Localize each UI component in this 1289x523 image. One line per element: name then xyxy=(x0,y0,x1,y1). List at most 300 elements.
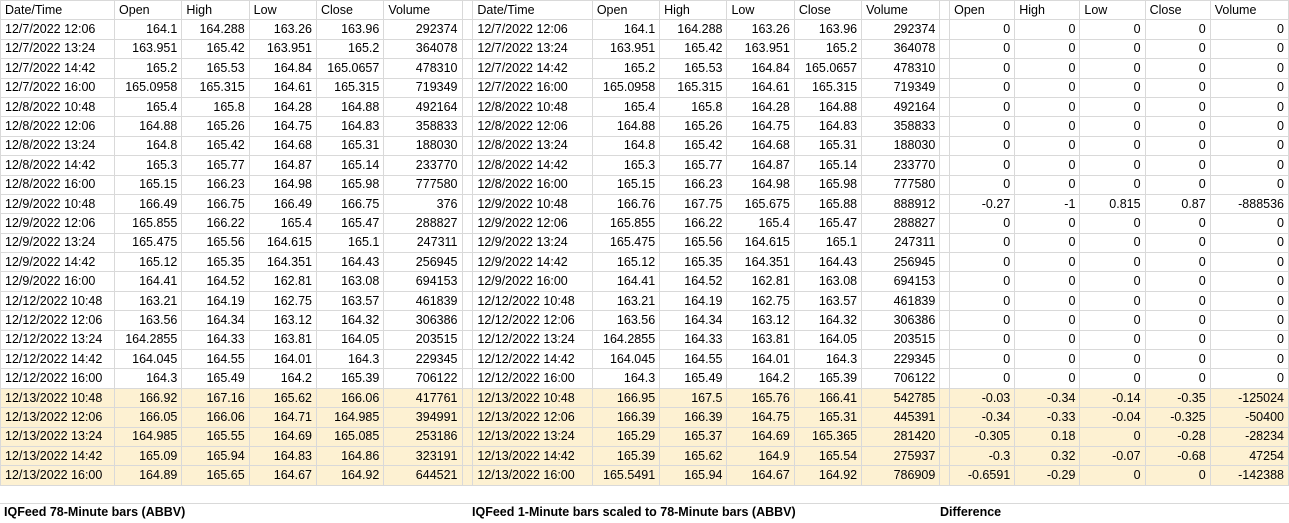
cell-left-volume[interactable]: 323191 xyxy=(384,446,462,465)
cell-diff-low[interactable]: 0 xyxy=(1080,311,1145,330)
cell-middle-low[interactable]: 163.81 xyxy=(727,330,794,349)
cell-middle-high[interactable]: 165.8 xyxy=(660,97,727,116)
cell-left-datetime[interactable]: 12/13/2022 14:42 xyxy=(1,446,115,465)
cell-diff-high[interactable]: 0 xyxy=(1015,272,1080,291)
cell-middle-high[interactable]: 164.52 xyxy=(660,272,727,291)
cell-diff-high[interactable]: 0 xyxy=(1015,117,1080,136)
cell-middle-low[interactable]: 163.951 xyxy=(727,39,794,58)
cell-diff-close[interactable]: 0 xyxy=(1145,253,1210,272)
cell-middle-datetime[interactable]: 12/12/2022 13:24 xyxy=(473,330,592,349)
cell-diff-volume[interactable]: 0 xyxy=(1210,78,1288,97)
cell-middle-low[interactable]: 164.75 xyxy=(727,408,794,427)
cell-left-high[interactable]: 165.65 xyxy=(182,466,249,485)
cell-left-close[interactable]: 164.88 xyxy=(317,97,384,116)
header-middle-close[interactable]: Close xyxy=(794,1,861,20)
header-middle-high[interactable]: High xyxy=(660,1,727,20)
cell-diff-low[interactable]: 0 xyxy=(1080,136,1145,155)
cell-middle-high[interactable]: 165.35 xyxy=(660,253,727,272)
cell-middle-low[interactable]: 164.68 xyxy=(727,136,794,155)
cell-middle-low[interactable]: 164.2 xyxy=(727,369,794,388)
cell-middle-close[interactable]: 164.05 xyxy=(794,330,861,349)
cell-diff-low[interactable]: 0 xyxy=(1080,466,1145,485)
cell-diff-open[interactable]: 0 xyxy=(950,214,1015,233)
cell-middle-open[interactable]: 164.8 xyxy=(592,136,659,155)
cell-diff-volume[interactable]: -28234 xyxy=(1210,427,1288,446)
header-middle-datetime[interactable]: Date/Time xyxy=(473,1,592,20)
header-middle-low[interactable]: Low xyxy=(727,1,794,20)
cell-left-volume[interactable]: 203515 xyxy=(384,330,462,349)
cell-diff-close[interactable]: 0 xyxy=(1145,233,1210,252)
cell-diff-open[interactable]: 0 xyxy=(950,350,1015,369)
cell-left-open[interactable]: 163.56 xyxy=(115,311,182,330)
cell-diff-open[interactable]: 0 xyxy=(950,175,1015,194)
header-left-high[interactable]: High xyxy=(182,1,249,20)
cell-diff-volume[interactable]: -125024 xyxy=(1210,388,1288,407)
cell-middle-high[interactable]: 165.42 xyxy=(660,39,727,58)
cell-left-close[interactable]: 164.43 xyxy=(317,253,384,272)
cell-diff-open[interactable]: 0 xyxy=(950,97,1015,116)
cell-left-low[interactable]: 164.87 xyxy=(249,156,316,175)
cell-left-datetime[interactable]: 12/12/2022 16:00 xyxy=(1,369,115,388)
cell-left-close[interactable]: 165.2 xyxy=(317,39,384,58)
cell-left-low[interactable]: 162.75 xyxy=(249,291,316,310)
cell-diff-volume[interactable]: 0 xyxy=(1210,291,1288,310)
cell-left-volume[interactable]: 478310 xyxy=(384,59,462,78)
cell-left-close[interactable]: 165.0657 xyxy=(317,59,384,78)
cell-diff-close[interactable]: -0.325 xyxy=(1145,408,1210,427)
cell-diff-volume[interactable]: 0 xyxy=(1210,175,1288,194)
cell-middle-datetime[interactable]: 12/12/2022 16:00 xyxy=(473,369,592,388)
cell-left-open[interactable]: 165.475 xyxy=(115,233,182,252)
cell-left-open[interactable]: 165.4 xyxy=(115,97,182,116)
cell-middle-volume[interactable]: 445391 xyxy=(862,408,940,427)
cell-middle-low[interactable]: 164.01 xyxy=(727,350,794,369)
cell-middle-datetime[interactable]: 12/12/2022 10:48 xyxy=(473,291,592,310)
cell-middle-close[interactable]: 165.88 xyxy=(794,194,861,213)
cell-left-high[interactable]: 165.35 xyxy=(182,253,249,272)
cell-left-datetime[interactable]: 12/13/2022 13:24 xyxy=(1,427,115,446)
cell-left-volume[interactable]: 461839 xyxy=(384,291,462,310)
cell-middle-open[interactable]: 163.56 xyxy=(592,311,659,330)
cell-diff-low[interactable]: 0 xyxy=(1080,97,1145,116)
cell-left-volume[interactable]: 644521 xyxy=(384,466,462,485)
cell-diff-low[interactable]: 0.815 xyxy=(1080,194,1145,213)
cell-diff-close[interactable]: 0 xyxy=(1145,39,1210,58)
cell-middle-open[interactable]: 165.3 xyxy=(592,156,659,175)
cell-left-volume[interactable]: 719349 xyxy=(384,78,462,97)
cell-diff-open[interactable]: 0 xyxy=(950,253,1015,272)
cell-middle-open[interactable]: 164.1 xyxy=(592,20,659,39)
cell-left-volume[interactable]: 292374 xyxy=(384,20,462,39)
cell-left-close[interactable]: 164.83 xyxy=(317,117,384,136)
cell-left-datetime[interactable]: 12/12/2022 13:24 xyxy=(1,330,115,349)
header-diff-close[interactable]: Close xyxy=(1145,1,1210,20)
cell-middle-volume[interactable]: 306386 xyxy=(862,311,940,330)
cell-diff-open[interactable]: 0 xyxy=(950,117,1015,136)
cell-diff-close[interactable]: 0 xyxy=(1145,175,1210,194)
cell-left-open[interactable]: 164.985 xyxy=(115,427,182,446)
cell-left-datetime[interactable]: 12/8/2022 10:48 xyxy=(1,97,115,116)
cell-diff-open[interactable]: -0.6591 xyxy=(950,466,1015,485)
cell-middle-low[interactable]: 164.351 xyxy=(727,253,794,272)
cell-left-low[interactable]: 163.12 xyxy=(249,311,316,330)
cell-diff-close[interactable]: 0 xyxy=(1145,272,1210,291)
cell-middle-high[interactable]: 164.19 xyxy=(660,291,727,310)
cell-left-datetime[interactable]: 12/9/2022 16:00 xyxy=(1,272,115,291)
cell-left-volume[interactable]: 306386 xyxy=(384,311,462,330)
cell-diff-open[interactable]: -0.305 xyxy=(950,427,1015,446)
header-diff-open[interactable]: Open xyxy=(950,1,1015,20)
cell-left-volume[interactable]: 777580 xyxy=(384,175,462,194)
cell-left-datetime[interactable]: 12/9/2022 10:48 xyxy=(1,194,115,213)
cell-middle-low[interactable]: 162.75 xyxy=(727,291,794,310)
cell-diff-open[interactable]: 0 xyxy=(950,369,1015,388)
cell-left-open[interactable]: 164.3 xyxy=(115,369,182,388)
cell-left-open[interactable]: 165.3 xyxy=(115,156,182,175)
cell-left-close[interactable]: 165.31 xyxy=(317,136,384,155)
cell-left-low[interactable]: 164.69 xyxy=(249,427,316,446)
cell-middle-datetime[interactable]: 12/7/2022 16:00 xyxy=(473,78,592,97)
cell-left-high[interactable]: 164.34 xyxy=(182,311,249,330)
cell-left-low[interactable]: 164.615 xyxy=(249,233,316,252)
cell-left-datetime[interactable]: 12/7/2022 13:24 xyxy=(1,39,115,58)
cell-left-low[interactable]: 165.62 xyxy=(249,388,316,407)
cell-left-high[interactable]: 165.315 xyxy=(182,78,249,97)
cell-middle-low[interactable]: 165.76 xyxy=(727,388,794,407)
header-left-volume[interactable]: Volume xyxy=(384,1,462,20)
cell-middle-high[interactable]: 166.23 xyxy=(660,175,727,194)
cell-left-volume[interactable]: 358833 xyxy=(384,117,462,136)
cell-diff-high[interactable]: 0 xyxy=(1015,311,1080,330)
cell-diff-volume[interactable]: 47254 xyxy=(1210,446,1288,465)
cell-middle-open[interactable]: 165.39 xyxy=(592,446,659,465)
cell-left-volume[interactable]: 376 xyxy=(384,194,462,213)
cell-diff-high[interactable]: 0 xyxy=(1015,20,1080,39)
cell-diff-low[interactable]: 0 xyxy=(1080,233,1145,252)
cell-middle-close[interactable]: 164.3 xyxy=(794,350,861,369)
cell-left-high[interactable]: 164.55 xyxy=(182,350,249,369)
cell-left-close[interactable]: 165.98 xyxy=(317,175,384,194)
cell-diff-open[interactable]: 0 xyxy=(950,39,1015,58)
cell-diff-low[interactable]: 0 xyxy=(1080,39,1145,58)
cell-diff-high[interactable]: 0.32 xyxy=(1015,446,1080,465)
cell-left-high[interactable]: 165.42 xyxy=(182,39,249,58)
cell-diff-volume[interactable]: 0 xyxy=(1210,233,1288,252)
cell-left-close[interactable]: 163.08 xyxy=(317,272,384,291)
cell-diff-volume[interactable]: 0 xyxy=(1210,369,1288,388)
cell-middle-open[interactable]: 165.475 xyxy=(592,233,659,252)
cell-middle-volume[interactable]: 288827 xyxy=(862,214,940,233)
cell-diff-low[interactable]: 0 xyxy=(1080,272,1145,291)
cell-middle-open[interactable]: 164.3 xyxy=(592,369,659,388)
cell-left-close[interactable]: 165.1 xyxy=(317,233,384,252)
cell-left-close[interactable]: 164.05 xyxy=(317,330,384,349)
cell-left-open[interactable]: 163.21 xyxy=(115,291,182,310)
cell-diff-close[interactable]: 0 xyxy=(1145,59,1210,78)
cell-middle-open[interactable]: 165.29 xyxy=(592,427,659,446)
cell-middle-open[interactable]: 166.39 xyxy=(592,408,659,427)
cell-diff-high[interactable]: -1 xyxy=(1015,194,1080,213)
cell-middle-datetime[interactable]: 12/8/2022 13:24 xyxy=(473,136,592,155)
cell-diff-low[interactable]: 0 xyxy=(1080,291,1145,310)
cell-diff-low[interactable]: 0 xyxy=(1080,427,1145,446)
cell-diff-open[interactable]: -0.03 xyxy=(950,388,1015,407)
cell-diff-high[interactable]: 0 xyxy=(1015,136,1080,155)
cell-middle-low[interactable]: 162.81 xyxy=(727,272,794,291)
cell-left-datetime[interactable]: 12/13/2022 16:00 xyxy=(1,466,115,485)
cell-diff-high[interactable]: 0 xyxy=(1015,369,1080,388)
cell-diff-high[interactable]: 0 xyxy=(1015,253,1080,272)
cell-middle-high[interactable]: 165.49 xyxy=(660,369,727,388)
cell-left-close[interactable]: 164.985 xyxy=(317,408,384,427)
cell-diff-close[interactable]: 0 xyxy=(1145,466,1210,485)
cell-left-close[interactable]: 165.39 xyxy=(317,369,384,388)
cell-middle-volume[interactable]: 706122 xyxy=(862,369,940,388)
cell-diff-low[interactable]: 0 xyxy=(1080,117,1145,136)
cell-middle-datetime[interactable]: 12/9/2022 16:00 xyxy=(473,272,592,291)
cell-left-low[interactable]: 164.75 xyxy=(249,117,316,136)
cell-diff-high[interactable]: 0 xyxy=(1015,97,1080,116)
cell-middle-low[interactable]: 164.98 xyxy=(727,175,794,194)
cell-middle-volume[interactable]: 233770 xyxy=(862,156,940,175)
cell-left-open[interactable]: 163.951 xyxy=(115,39,182,58)
cell-diff-open[interactable]: 0 xyxy=(950,20,1015,39)
cell-diff-low[interactable]: 0 xyxy=(1080,78,1145,97)
cell-diff-close[interactable]: 0 xyxy=(1145,214,1210,233)
cell-diff-volume[interactable]: 0 xyxy=(1210,350,1288,369)
cell-middle-open[interactable]: 165.4 xyxy=(592,97,659,116)
cell-left-datetime[interactable]: 12/13/2022 12:06 xyxy=(1,408,115,427)
cell-diff-low[interactable]: -0.07 xyxy=(1080,446,1145,465)
cell-left-low[interactable]: 163.81 xyxy=(249,330,316,349)
header-left-close[interactable]: Close xyxy=(317,1,384,20)
cell-middle-volume[interactable]: 256945 xyxy=(862,253,940,272)
cell-diff-volume[interactable]: -142388 xyxy=(1210,466,1288,485)
cell-left-low[interactable]: 166.49 xyxy=(249,194,316,213)
cell-left-volume[interactable]: 394991 xyxy=(384,408,462,427)
cell-middle-datetime[interactable]: 12/9/2022 13:24 xyxy=(473,233,592,252)
cell-middle-volume[interactable]: 888912 xyxy=(862,194,940,213)
cell-middle-datetime[interactable]: 12/9/2022 10:48 xyxy=(473,194,592,213)
cell-left-open[interactable]: 165.15 xyxy=(115,175,182,194)
cell-middle-volume[interactable]: 188030 xyxy=(862,136,940,155)
cell-middle-open[interactable]: 164.2855 xyxy=(592,330,659,349)
cell-left-high[interactable]: 166.75 xyxy=(182,194,249,213)
cell-diff-high[interactable]: 0 xyxy=(1015,291,1080,310)
cell-middle-open[interactable]: 165.0958 xyxy=(592,78,659,97)
cell-diff-low[interactable]: 0 xyxy=(1080,175,1145,194)
cell-middle-high[interactable]: 164.34 xyxy=(660,311,727,330)
cell-middle-high[interactable]: 166.39 xyxy=(660,408,727,427)
cell-middle-close[interactable]: 165.365 xyxy=(794,427,861,446)
cell-middle-open[interactable]: 164.88 xyxy=(592,117,659,136)
cell-middle-datetime[interactable]: 12/7/2022 12:06 xyxy=(473,20,592,39)
cell-left-low[interactable]: 164.61 xyxy=(249,78,316,97)
cell-left-close[interactable]: 164.86 xyxy=(317,446,384,465)
cell-diff-open[interactable]: -0.3 xyxy=(950,446,1015,465)
cell-diff-high[interactable]: 0 xyxy=(1015,350,1080,369)
cell-left-open[interactable]: 164.1 xyxy=(115,20,182,39)
cell-middle-close[interactable]: 163.08 xyxy=(794,272,861,291)
cell-middle-volume[interactable]: 786909 xyxy=(862,466,940,485)
cell-left-close[interactable]: 164.3 xyxy=(317,350,384,369)
cell-diff-low[interactable]: 0 xyxy=(1080,330,1145,349)
cell-diff-high[interactable]: 0 xyxy=(1015,78,1080,97)
cell-middle-high[interactable]: 166.22 xyxy=(660,214,727,233)
cell-diff-high[interactable]: 0 xyxy=(1015,175,1080,194)
cell-left-volume[interactable]: 694153 xyxy=(384,272,462,291)
cell-diff-volume[interactable]: 0 xyxy=(1210,253,1288,272)
cell-diff-volume[interactable]: 0 xyxy=(1210,39,1288,58)
cell-middle-close[interactable]: 165.2 xyxy=(794,39,861,58)
cell-middle-volume[interactable]: 292374 xyxy=(862,20,940,39)
cell-left-volume[interactable]: 256945 xyxy=(384,253,462,272)
cell-diff-low[interactable]: 0 xyxy=(1080,253,1145,272)
cell-left-volume[interactable]: 253186 xyxy=(384,427,462,446)
cell-diff-low[interactable]: -0.04 xyxy=(1080,408,1145,427)
cell-left-datetime[interactable]: 12/7/2022 14:42 xyxy=(1,59,115,78)
cell-left-open[interactable]: 164.045 xyxy=(115,350,182,369)
cell-left-datetime[interactable]: 12/8/2022 13:24 xyxy=(1,136,115,155)
cell-middle-high[interactable]: 167.75 xyxy=(660,194,727,213)
cell-diff-open[interactable]: 0 xyxy=(950,291,1015,310)
cell-left-high[interactable]: 165.56 xyxy=(182,233,249,252)
cell-middle-volume[interactable]: 281420 xyxy=(862,427,940,446)
cell-middle-close[interactable]: 164.88 xyxy=(794,97,861,116)
cell-middle-open[interactable]: 165.12 xyxy=(592,253,659,272)
cell-left-low[interactable]: 163.951 xyxy=(249,39,316,58)
cell-middle-open[interactable]: 163.21 xyxy=(592,291,659,310)
cell-diff-high[interactable]: 0 xyxy=(1015,59,1080,78)
cell-middle-low[interactable]: 165.4 xyxy=(727,214,794,233)
cell-middle-low[interactable]: 164.9 xyxy=(727,446,794,465)
cell-diff-high[interactable]: -0.34 xyxy=(1015,388,1080,407)
cell-middle-open[interactable]: 166.76 xyxy=(592,194,659,213)
cell-middle-open[interactable]: 164.045 xyxy=(592,350,659,369)
cell-left-high[interactable]: 165.55 xyxy=(182,427,249,446)
cell-left-low[interactable]: 164.98 xyxy=(249,175,316,194)
cell-diff-close[interactable]: 0.87 xyxy=(1145,194,1210,213)
cell-middle-volume[interactable]: 229345 xyxy=(862,350,940,369)
cell-middle-datetime[interactable]: 12/8/2022 16:00 xyxy=(473,175,592,194)
cell-left-datetime[interactable]: 12/8/2022 16:00 xyxy=(1,175,115,194)
cell-middle-open[interactable]: 164.41 xyxy=(592,272,659,291)
cell-middle-high[interactable]: 167.5 xyxy=(660,388,727,407)
cell-left-open[interactable]: 164.89 xyxy=(115,466,182,485)
cell-left-volume[interactable]: 288827 xyxy=(384,214,462,233)
cell-diff-high[interactable]: 0 xyxy=(1015,330,1080,349)
cell-middle-open[interactable]: 165.15 xyxy=(592,175,659,194)
cell-middle-volume[interactable]: 358833 xyxy=(862,117,940,136)
cell-middle-close[interactable]: 165.39 xyxy=(794,369,861,388)
cell-middle-close[interactable]: 164.43 xyxy=(794,253,861,272)
cell-left-datetime[interactable]: 12/9/2022 13:24 xyxy=(1,233,115,252)
cell-diff-volume[interactable]: 0 xyxy=(1210,272,1288,291)
cell-left-high[interactable]: 166.23 xyxy=(182,175,249,194)
cell-left-datetime[interactable]: 12/9/2022 12:06 xyxy=(1,214,115,233)
cell-middle-volume[interactable]: 478310 xyxy=(862,59,940,78)
cell-middle-high[interactable]: 165.77 xyxy=(660,156,727,175)
cell-left-datetime[interactable]: 12/8/2022 12:06 xyxy=(1,117,115,136)
cell-middle-low[interactable]: 164.84 xyxy=(727,59,794,78)
cell-diff-open[interactable]: -0.34 xyxy=(950,408,1015,427)
cell-middle-close[interactable]: 164.92 xyxy=(794,466,861,485)
cell-middle-high[interactable]: 165.26 xyxy=(660,117,727,136)
cell-left-open[interactable]: 164.88 xyxy=(115,117,182,136)
cell-diff-open[interactable]: 0 xyxy=(950,272,1015,291)
header-middle-open[interactable]: Open xyxy=(592,1,659,20)
cell-diff-open[interactable]: -0.27 xyxy=(950,194,1015,213)
cell-middle-close[interactable]: 165.54 xyxy=(794,446,861,465)
cell-left-low[interactable]: 164.84 xyxy=(249,59,316,78)
cell-middle-close[interactable]: 165.47 xyxy=(794,214,861,233)
cell-left-high[interactable]: 164.52 xyxy=(182,272,249,291)
cell-diff-close[interactable]: 0 xyxy=(1145,97,1210,116)
cell-diff-open[interactable]: 0 xyxy=(950,233,1015,252)
cell-left-datetime[interactable]: 12/7/2022 12:06 xyxy=(1,20,115,39)
cell-middle-close[interactable]: 164.32 xyxy=(794,311,861,330)
cell-diff-volume[interactable]: 0 xyxy=(1210,20,1288,39)
cell-middle-volume[interactable]: 542785 xyxy=(862,388,940,407)
cell-left-close[interactable]: 164.92 xyxy=(317,466,384,485)
cell-diff-open[interactable]: 0 xyxy=(950,311,1015,330)
cell-diff-close[interactable]: 0 xyxy=(1145,369,1210,388)
cell-left-volume[interactable]: 188030 xyxy=(384,136,462,155)
cell-middle-datetime[interactable]: 12/9/2022 14:42 xyxy=(473,253,592,272)
header-left-low[interactable]: Low xyxy=(249,1,316,20)
cell-diff-close[interactable]: -0.68 xyxy=(1145,446,1210,465)
cell-left-datetime[interactable]: 12/12/2022 10:48 xyxy=(1,291,115,310)
cell-middle-volume[interactable]: 694153 xyxy=(862,272,940,291)
cell-middle-high[interactable]: 165.42 xyxy=(660,136,727,155)
cell-left-high[interactable]: 165.26 xyxy=(182,117,249,136)
cell-left-datetime[interactable]: 12/8/2022 14:42 xyxy=(1,156,115,175)
cell-left-high[interactable]: 165.94 xyxy=(182,446,249,465)
cell-diff-low[interactable]: 0 xyxy=(1080,214,1145,233)
cell-left-open[interactable]: 165.0958 xyxy=(115,78,182,97)
cell-middle-high[interactable]: 165.315 xyxy=(660,78,727,97)
cell-left-low[interactable]: 162.81 xyxy=(249,272,316,291)
cell-middle-volume[interactable]: 777580 xyxy=(862,175,940,194)
cell-middle-low[interactable]: 163.26 xyxy=(727,20,794,39)
cell-middle-datetime[interactable]: 12/8/2022 14:42 xyxy=(473,156,592,175)
cell-left-high[interactable]: 167.16 xyxy=(182,388,249,407)
cell-left-open[interactable]: 164.8 xyxy=(115,136,182,155)
cell-middle-close[interactable]: 165.315 xyxy=(794,78,861,97)
cell-left-volume[interactable]: 364078 xyxy=(384,39,462,58)
cell-middle-volume[interactable]: 461839 xyxy=(862,291,940,310)
cell-left-open[interactable]: 164.41 xyxy=(115,272,182,291)
cell-left-low[interactable]: 164.28 xyxy=(249,97,316,116)
cell-diff-volume[interactable]: 0 xyxy=(1210,311,1288,330)
cell-diff-close[interactable]: 0 xyxy=(1145,78,1210,97)
header-diff-low[interactable]: Low xyxy=(1080,1,1145,20)
cell-diff-high[interactable]: -0.29 xyxy=(1015,466,1080,485)
cell-diff-close[interactable]: 0 xyxy=(1145,136,1210,155)
cell-left-low[interactable]: 164.67 xyxy=(249,466,316,485)
cell-left-high[interactable]: 165.42 xyxy=(182,136,249,155)
cell-diff-high[interactable]: -0.33 xyxy=(1015,408,1080,427)
cell-left-open[interactable]: 165.12 xyxy=(115,253,182,272)
cell-middle-datetime[interactable]: 12/13/2022 12:06 xyxy=(473,408,592,427)
cell-middle-datetime[interactable]: 12/13/2022 14:42 xyxy=(473,446,592,465)
cell-left-volume[interactable]: 492164 xyxy=(384,97,462,116)
cell-left-volume[interactable]: 706122 xyxy=(384,369,462,388)
cell-diff-volume[interactable]: 0 xyxy=(1210,330,1288,349)
cell-left-high[interactable]: 165.77 xyxy=(182,156,249,175)
cell-middle-close[interactable]: 165.31 xyxy=(794,136,861,155)
cell-left-high[interactable]: 164.33 xyxy=(182,330,249,349)
